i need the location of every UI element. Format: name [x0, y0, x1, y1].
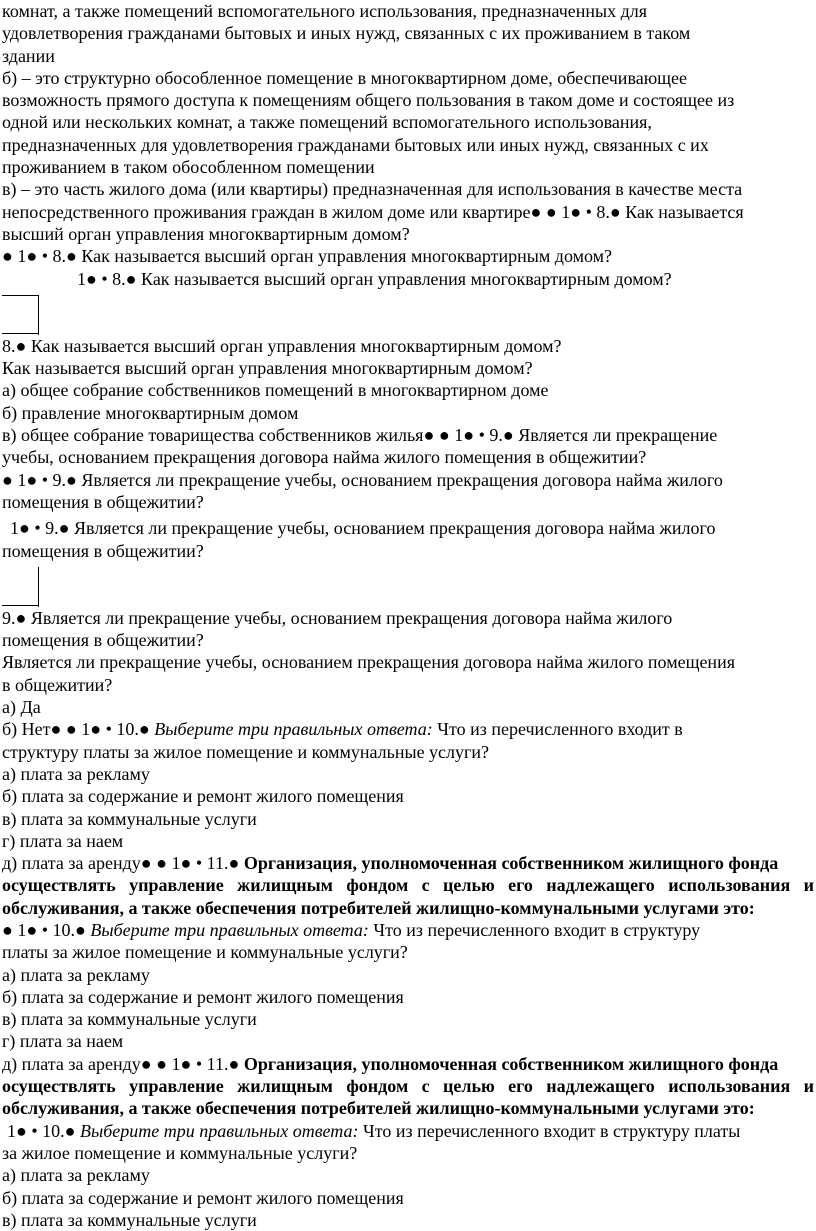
answer-option: б) плата за содержание и ремонт жилого помещения	[2, 986, 404, 1007]
bold-line: обслуживания, а также обеспечения потребителей жилищно-коммунальными услугами это:	[2, 897, 755, 918]
answer-box	[2, 290, 814, 335]
text-line: б) Нет● ● 1● • 10.● Выберите три правильных ответа: Что из перечисленного входит в	[2, 719, 683, 740]
text-line: ● 1● • 9.● Является ли прекращение учебы, основанием прекращения договора найма жилого	[2, 469, 723, 490]
bold-question: Организация, уполномоченная собственником жилищного фонда	[243, 853, 779, 874]
text-line: ● 1● • 10.● Выберите три правильных ответа: Что из перечисленного входит в структуру	[2, 919, 701, 940]
text-line: за жилое помещение и коммунальные услуги?	[2, 1142, 358, 1163]
answer-option: в) плата за коммунальные услуги	[2, 808, 257, 829]
text-line: 1● • 10.● Выберите три правильных ответа: Что из перечисленного входит в структуру платы	[7, 1120, 741, 1141]
text-line: ● 1● • 8.● Как называется высший орган управления многоквартирным домом?	[2, 246, 613, 267]
text-line: высший орган управления многоквартирным домом?	[2, 223, 410, 244]
text-line: удовлетворения гражданами бытовых и иных нужд, связанных с их проживанием в таком	[2, 23, 691, 44]
answer-option: в) плата за коммунальные услуги	[2, 1209, 257, 1230]
text-line: структуру платы за жилое помещение и коммунальные услуги?	[2, 741, 490, 762]
text-line: проживанием в таком обособленном помещении	[2, 157, 375, 178]
answer-option: б) плата за содержание и ремонт жилого помещения	[2, 1187, 404, 1208]
italic-instruction: Выберите три правильных ответа:	[90, 919, 369, 940]
text-line: б) – это структурно обособленное помещение в многоквартирном доме, обеспечивающее	[2, 67, 687, 88]
bold-line: обслуживания, а также обеспечения потребителей жилищно-коммунальными услугами это:	[2, 1098, 755, 1119]
answer-option: г) плата за наем	[2, 1031, 124, 1052]
question-text: Как называется высший орган управления многоквартирным домом?	[2, 358, 533, 379]
text-line: возможность прямого доступа к помещениям общего пользования в таком доме и состоящее из	[2, 90, 735, 111]
text-line: д) плата за аренду● ● 1● • 11.● Организация, уполномоченная собственником жилищного фонда	[2, 1053, 779, 1074]
italic-instruction: Выберите три правильных ответа:	[154, 719, 433, 740]
answer-option: г) плата за наем	[2, 830, 124, 851]
answer-option: а) плата за рекламу	[2, 964, 150, 985]
text-line: комнат, а также помещений вспомогательного использования, предназначенных для	[2, 1, 648, 21]
text-line: в) – это часть жилого дома (или квартиры) предназначенная для использования в качестве места	[2, 179, 743, 200]
bold-line: осуществлять управление жилищным фондом с целью его надлежащего использования и	[2, 1076, 814, 1097]
text-line: в) общее собрание товарищества собственников жилья● ● 1● • 9.● Является ли прекращение	[2, 425, 718, 446]
answer-option: б) правление многоквартирным домом	[2, 402, 299, 423]
question-heading: 9.● Является ли прекращение учебы, основанием прекращения договора найма жилого	[2, 607, 673, 628]
answer-option: а) плата за рекламу	[2, 1165, 150, 1186]
answer-option: б) плата за содержание и ремонт жилого помещения	[2, 786, 404, 807]
text-line: помещения в общежитии?	[2, 491, 204, 512]
text-line: предназначенных для удовлетворения гражданами бытовых или иных нужд, связанных с их	[2, 134, 709, 155]
answer-option: а) плата за рекламу	[2, 763, 150, 784]
answer-box	[2, 562, 814, 607]
answer-option: а) Да	[2, 697, 41, 718]
text-line: в общежитии?	[2, 674, 113, 695]
answer-option: в) плата за коммунальные услуги	[2, 1009, 257, 1030]
text-line: непосредственного проживания граждан в жилом доме или квартире● ● 1● • 8.● Как называется	[2, 201, 744, 222]
text-line: помещения в общежитии?	[2, 540, 204, 561]
question-heading: 8.● Как называется высший орган управления многоквартирным домом?	[2, 335, 562, 356]
text-line: 1● • 8.● Как называется высший орган управления многоквартирным домом?	[77, 268, 672, 289]
text-line: 1● • 9.● Является ли прекращение учебы, основанием прекращения договора найма жилого	[10, 518, 716, 539]
text-line: помещения в общежитии?	[2, 630, 204, 651]
text-line: платы за жилое помещение и коммунальные услуги?	[2, 942, 408, 963]
text-line: здании	[2, 45, 55, 66]
bold-line: осуществлять управление жилищным фондом с целью его надлежащего использования и	[2, 875, 814, 896]
text-line: д) плата за аренду● ● 1● • 11.● Организация, уполномоченная собственником жилищного фонда	[2, 853, 779, 874]
text-line: учебы, основанием прекращения договора найма жилого помещения в общежитии?	[2, 447, 647, 468]
text-line: одной или нескольких комнат, а также помещений вспомогательного использования,	[2, 112, 652, 133]
italic-instruction: Выберите три правильных ответа:	[80, 1120, 359, 1141]
document-page	[2, 0, 814, 1231]
bold-question: Организация, уполномоченная собственником жилищного фонда	[243, 1053, 779, 1074]
answer-option: а) общее собрание собственников помещений в многоквартирном доме	[2, 380, 549, 401]
question-text: Является ли прекращение учебы, основанием прекращения договора найма жилого помещения	[2, 652, 735, 673]
